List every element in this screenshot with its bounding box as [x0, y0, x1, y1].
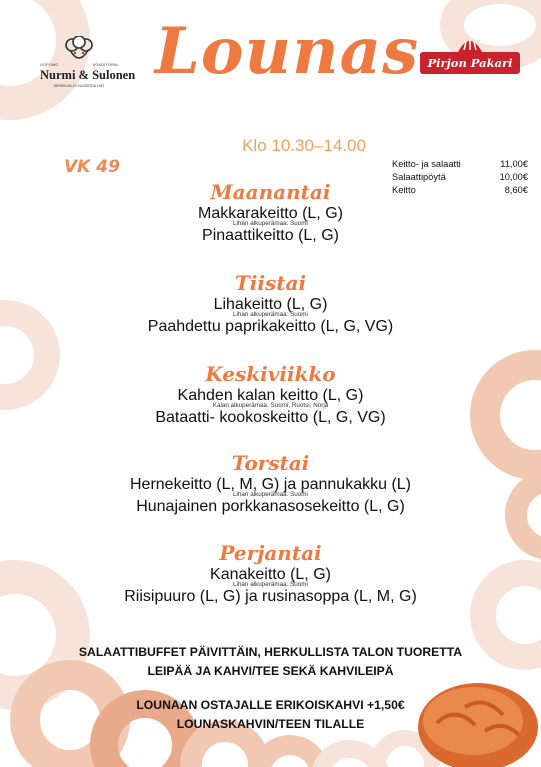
dish-1: Lihakeitto (L, G): [213, 296, 328, 313]
pirjon-pakari-logo: [420, 34, 520, 82]
logo-brand: Nurmi & Sulonen: [40, 68, 136, 82]
pirjon-pakari-badge: Pirjon Pakari: [420, 52, 520, 74]
logo-small-right: KONDITORIA: [92, 63, 118, 67]
day-name: Maanantai: [210, 180, 331, 204]
price-value: 11,00€: [500, 159, 528, 169]
logo-tagline: HERKKUJA JO VUODESTA 1947: [53, 84, 105, 88]
day-tuesday: [0, 271, 541, 337]
coffee-line-2: LOUNASKAHVIN/TEEN TILALLE: [176, 717, 365, 731]
day-name: Keskiviikko: [205, 362, 336, 386]
coffee-line-1: LOUNAAN OSTAJALLE ERIKOISKAHVI +1,50€: [136, 698, 405, 712]
week-number: VK 49: [64, 157, 120, 177]
crown-icon: [456, 34, 484, 54]
buffet-line-1: SALAATTIBUFFET PÄIVITTÄIN, HERKULLISTA TALON TUORETTA: [78, 645, 463, 659]
price-value: 10,00€: [499, 172, 528, 182]
price-value: 8,60€: [504, 185, 528, 195]
price-label: Keitto- ja salaatti: [392, 159, 461, 169]
day-wednesday: [0, 362, 541, 428]
origin-note: Lihan alkuperämaa: Suomi: [233, 491, 308, 498]
opening-hours: Klo 10.30–14.00: [242, 136, 366, 155]
page-title: Lounas: [154, 14, 420, 89]
origin-note: Lihan alkuperämaa: Suomi: [233, 581, 308, 588]
price-label: Keitto: [392, 185, 416, 195]
dish-1: Kahden kalan keitto (L, G): [177, 387, 364, 404]
day-name: Torstai: [231, 451, 310, 475]
price-row: [392, 158, 528, 171]
coffee-note: [0, 696, 541, 734]
dish-2: Bataatti- kookoskeitto (L, G, VG): [155, 409, 386, 426]
dish-1: Kanakeitto (L, G): [210, 566, 331, 583]
dish-2: Hunajainen porkkanasosekeitto (L, G): [136, 498, 405, 515]
dish-2: Pinaattikeitto (L, G): [202, 227, 339, 244]
nurmi-sulonen-logo: [40, 36, 136, 88]
day-friday: [0, 541, 541, 607]
price-label: Salaattipöytä: [392, 172, 446, 182]
dish-2: Riisipuuro (L, G) ja rusinasoppa (L, M, G): [124, 588, 417, 605]
day-name: Tiistai: [234, 271, 307, 295]
day-thursday: [0, 451, 541, 517]
origin-note: Lihan alkuperämaa: Suomi: [233, 220, 308, 227]
day-monday: [0, 180, 541, 246]
buffet-note: [0, 643, 541, 681]
dish-1: Makkarakeitto (L, G): [198, 205, 343, 222]
logo-small-left: LEIPOMO: [40, 63, 59, 67]
day-name: Perjantai: [219, 541, 322, 565]
origin-note: Lihan alkuperämaa: Suomi: [233, 311, 308, 318]
origin-note: Kalan alkuperämaa: Suomi, Ruotsi, Norja: [212, 402, 329, 409]
dish-1: Hernekeitto (L, M, G) ja pannukakku (L): [129, 476, 411, 493]
chef-icon: [62, 36, 96, 62]
buffet-line-2: LEIPÄÄ JA KAHVI/TEE SEKÄ KAHVILEIPÄ: [147, 664, 394, 678]
dish-2: Paahdettu paprikakeitto (L, G, VG): [147, 318, 394, 335]
